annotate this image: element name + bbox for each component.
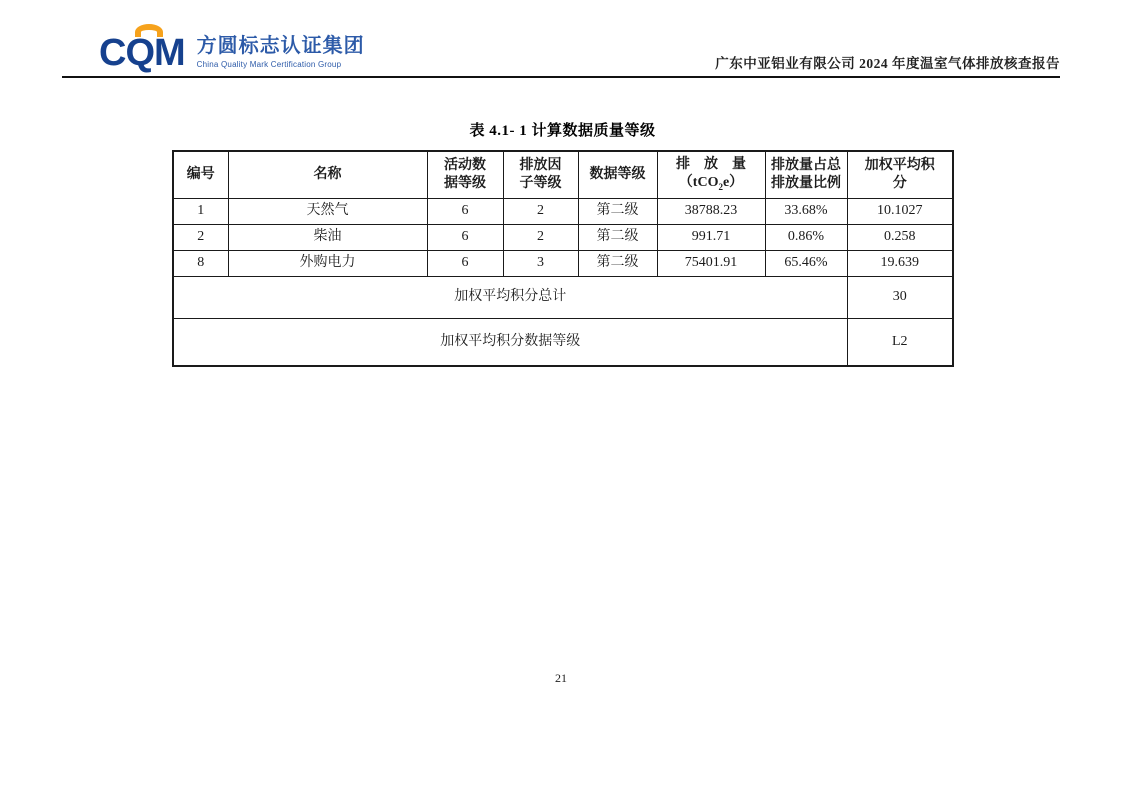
summary-total-label: 加权平均积分总计 xyxy=(173,276,847,318)
cqm-logo xyxy=(99,26,365,72)
cell-emission: 38788.23 xyxy=(657,198,765,224)
header-divider xyxy=(62,76,1060,78)
cell-no: 8 xyxy=(173,250,228,276)
col-header-emission: 排 放 量 （tCO$_2$e） xyxy=(657,151,765,198)
cell-emission: 75401.91 xyxy=(657,250,765,276)
cell-emission-ratio: 65.46% xyxy=(765,250,847,276)
cell-factor-grade: 2 xyxy=(503,198,578,224)
cell-no: 1 xyxy=(173,198,228,224)
cqm-chinese-name: 方圆标志认证集团 xyxy=(196,35,365,57)
cqm-logo-text xyxy=(99,26,185,72)
data-quality-table xyxy=(172,150,954,367)
col-header-no: 编号 xyxy=(173,151,228,198)
cell-name: 外购电力 xyxy=(228,250,427,276)
cqm-logo-arc-icon xyxy=(135,24,163,37)
cell-data-grade: 第二级 xyxy=(578,250,657,276)
cell-weighted-score: 19.639 xyxy=(847,250,953,276)
cell-weighted-score: 10.1027 xyxy=(847,198,953,224)
report-header-title: 广东中亚铝业有限公司 2024 年度温室气体排放核查报告 xyxy=(715,56,1060,71)
cell-name: 天然气 xyxy=(228,198,427,224)
summary-grade-value: L2 xyxy=(847,318,953,366)
cell-emission: 991.71 xyxy=(657,224,765,250)
page-number: 21 xyxy=(555,671,567,685)
cell-name: 柴油 xyxy=(228,224,427,250)
col-header-data-grade: 数据等级 xyxy=(578,151,657,198)
cqm-letter-q: Q xyxy=(125,32,155,74)
summary-total-value: 30 xyxy=(847,276,953,318)
col-header-emission-ratio: 排放量占总 排放量比例 xyxy=(765,151,847,198)
cell-weighted-score: 0.258 xyxy=(847,224,953,250)
col-header-name: 名称 xyxy=(228,151,427,198)
summary-row-total xyxy=(173,276,953,318)
table-row xyxy=(173,198,953,224)
cell-activity-grade: 6 xyxy=(427,224,503,250)
cell-emission-ratio: 0.86% xyxy=(765,224,847,250)
cqm-english-name: China Quality Mark Certification Group xyxy=(196,60,342,69)
summary-grade-label: 加权平均积分数据等级 xyxy=(173,318,847,366)
cell-data-grade: 第二级 xyxy=(578,224,657,250)
table-header-row xyxy=(173,151,953,198)
cell-data-grade: 第二级 xyxy=(578,198,657,224)
cell-activity-grade: 6 xyxy=(427,250,503,276)
col-header-activity-grade: 活动数 据等级 xyxy=(427,151,503,198)
cell-factor-grade: 3 xyxy=(503,250,578,276)
summary-row-grade xyxy=(173,318,953,366)
cell-activity-grade: 6 xyxy=(427,198,503,224)
cell-no: 2 xyxy=(173,224,228,250)
cqm-letter-m: M xyxy=(154,32,185,74)
cell-factor-grade: 2 xyxy=(503,224,578,250)
cqm-logo-names xyxy=(197,29,365,69)
cell-emission-ratio: 33.68% xyxy=(765,198,847,224)
cqm-letter-c: C xyxy=(99,32,126,74)
col-header-weighted-score: 加权平均积 分 xyxy=(847,151,953,198)
col-header-factor-grade: 排放因 子等级 xyxy=(503,151,578,198)
table-row xyxy=(173,224,953,250)
table-row xyxy=(173,250,953,276)
table-caption: 表 4.1- 1 计算数据质量等级 xyxy=(469,123,656,139)
